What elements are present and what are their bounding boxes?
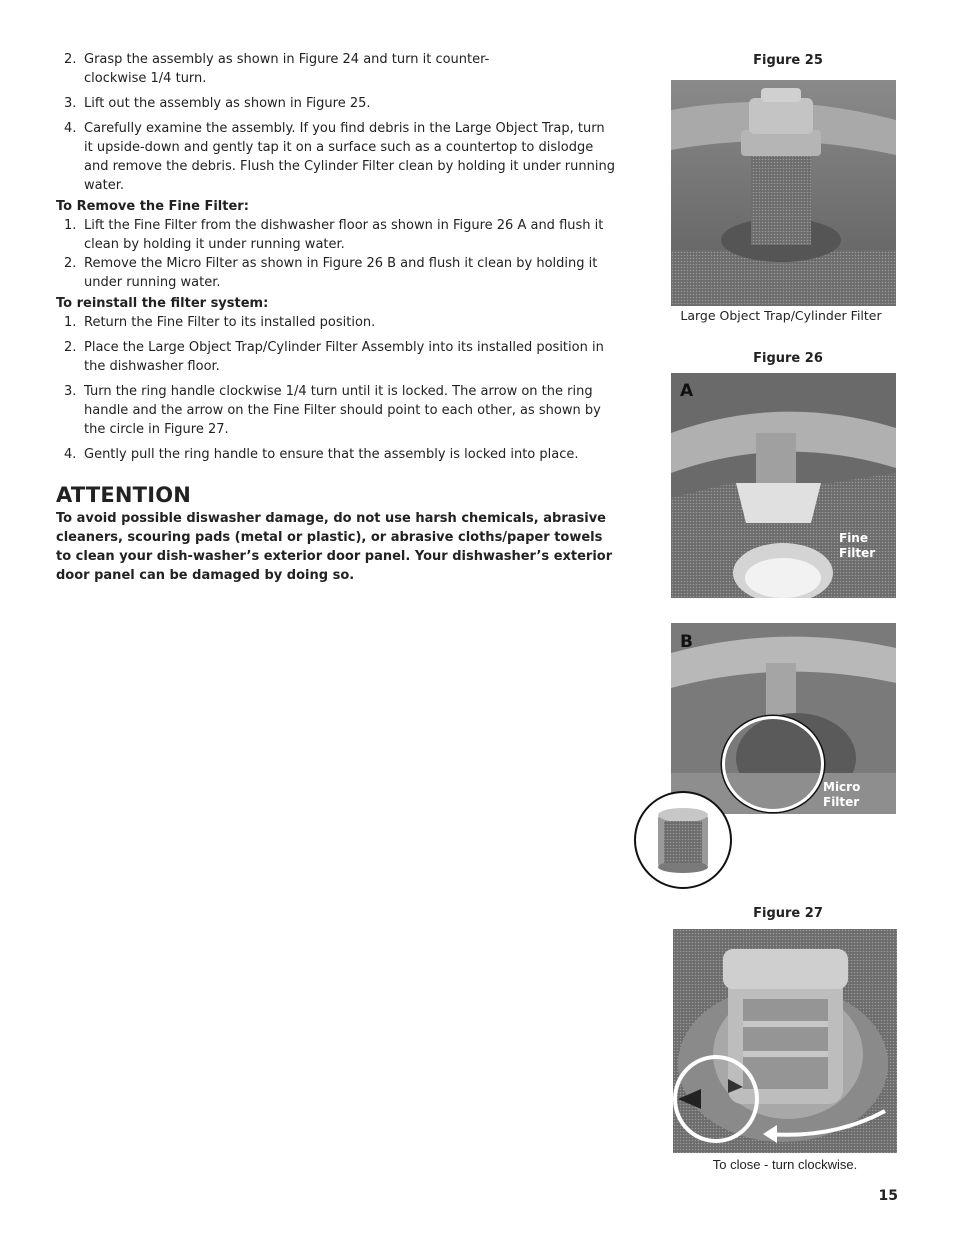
list-item: 2. Grasp the assembly as shown in Figure 24 and turn it counter- clockwise 1/4 turn. [64, 52, 490, 86]
steps-top-list [56, 50, 616, 195]
filter-assembly-illustration [671, 80, 896, 306]
micro-filter-label: Micro Filter [823, 780, 861, 809]
attention-heading: ATTENTION [56, 483, 192, 507]
list-item: 2. Place the Large Object Trap/Cylinder Filter Assembly into its installed position in the dishwasher floor. [64, 340, 604, 374]
reinstall-list [56, 313, 616, 464]
list-item: 4. Carefully examine the assembly. If you find debris in the Large Object Trap, turn it upside-down and gently tap it on a surface such as a countertop to dislodge and remove the debris. Flush the Cylinder Filter clean by holding it under running water. [64, 121, 615, 193]
figure-26-label: Figure 26 [753, 351, 823, 366]
list-item: 1. Return the Fine Filter to its installed position. [64, 315, 376, 330]
highlight-circle [722, 716, 824, 812]
list-item: 1. Lift the Fine Filter from the dishwasher floor as shown in Figure 26 A and flush it clean by holding it under running water. [64, 218, 604, 252]
list-item: 3. Turn the ring handle clockwise 1/4 turn until it is locked. The arrow on the ring handle and the arrow on the Fine Filter should point to each other, as shown by the circle in Figure 27. [64, 384, 601, 437]
fine-filter-list [56, 216, 616, 292]
text-column [56, 50, 616, 585]
list-item: 4. Gently pull the ring handle to ensure that the assembly is locked into place. [64, 447, 579, 462]
figure-25-label: Figure 25 [753, 53, 823, 68]
page-number: 15 [878, 1188, 898, 1204]
micro-filter-cylinder-icon [636, 793, 730, 887]
fine-filter-illustration [671, 373, 896, 598]
micro-filter-inset [634, 791, 732, 889]
figure-26b-letter: B [680, 632, 693, 652]
arrow-alignment-circle [673, 1055, 759, 1143]
figure-26a-photo [671, 373, 896, 598]
figure-27-caption: To close - turn clockwise. [712, 1157, 858, 1172]
figure-27-label: Figure 27 [753, 906, 823, 921]
fine-filter-heading: To Remove the Fine Filter: [56, 199, 249, 214]
fine-filter-label: Fine Filter [839, 531, 876, 560]
figure-26a-letter: A [680, 381, 694, 401]
list-item: 3. Lift out the assembly as shown in Figure 25. [64, 96, 371, 111]
figure-25-photo [671, 80, 896, 306]
list-item: 2. Remove the Micro Filter as shown in Figure 26 B and flush it clean by holding it under running water. [64, 256, 598, 290]
figure-25-caption: Large Object Trap/Cylinder Filter [680, 308, 882, 323]
reinstall-heading: To reinstall the filter system: [56, 296, 269, 311]
attention-text: To avoid possible diswasher damage, do not use harsh chemicals, abrasive cleaners, scouring pads (metal or plastic), or abrasive cloths/paper towels to clean your dish-washer’s exterior door panel. Your dishwasher’s exterior door panel can be damaged by doing so. [56, 511, 613, 583]
